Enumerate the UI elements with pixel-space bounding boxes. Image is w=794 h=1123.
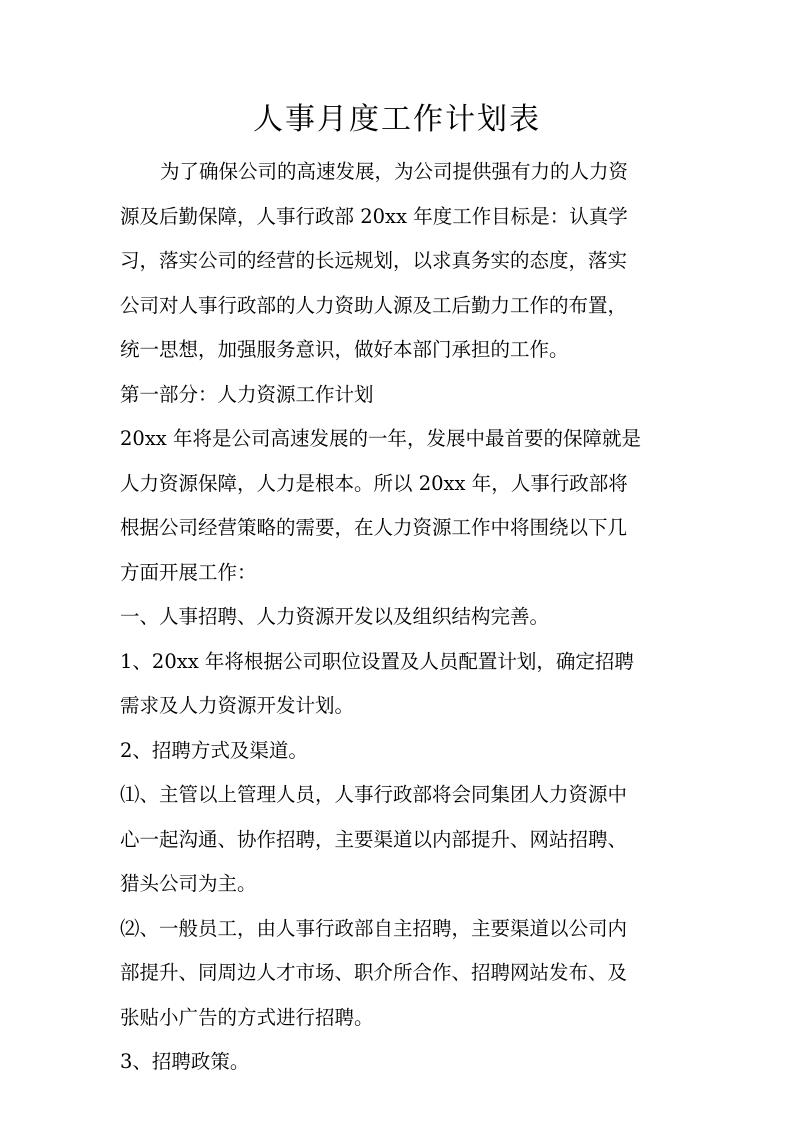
document-title: 人事月度工作计划表 [253,102,541,137]
list-item-line: 3、招聘政策。 [120,1050,250,1073]
paragraph-line: 人力资源保障，人力是根本。所以 20xx 年，人事行政部将 [120,471,628,495]
section-heading: 第一部分：人力资源工作计划 [120,382,374,406]
list-item-line: 1、20xx 年将根据公司职位设置及人员配置计划，确定招聘 [120,649,634,673]
paragraph-line: 源及后勤保障，人事行政部 20xx 年度工作目标是：认真学 [120,204,628,228]
paragraph-line: 20xx 年将是公司高速发展的一年，发展中最首要的保障就是 [120,427,642,450]
list-item-line: 张贴小广告的方式进行招聘。 [120,1005,374,1029]
document-body [120,150,680,1085]
paragraph-line: 为了确保公司的高速发展，为公司提供强有力的人力资 [160,160,629,183]
list-item-line: 心一起沟通、协作招聘，主要渠道以内部提升、网站招聘、 [120,827,628,851]
list-item-line: ⑵、一般员工，由人事行政部自主招聘，主要渠道以公司内 [120,916,628,940]
list-item-line: ⑴、主管以上管理人员，人事行政部将会同集团人力资源中 [120,783,628,806]
paragraph-line: 习，落实公司的经营的长远规划，以求真务实的态度，落实 [120,249,628,272]
subsection-heading: 一、人事招聘、人力资源开发以及组织结构完善。 [120,605,550,628]
paragraph-line: 根据公司经营策略的需要，在人力资源工作中将围绕以下几 [120,516,628,539]
list-item-line: 需求及人力资源开发计划。 [120,694,355,717]
paragraph-line: 统一思想，加强服务意识，做好本部门承担的工作。 [120,338,569,361]
paragraph-line: 公司对人事行政部的人力资助人源及工后勤力工作的布置， [120,293,628,317]
paragraph-line: 方面开展工作： [120,560,257,584]
list-item-line: 2、招聘方式及渠道。 [120,738,308,762]
list-item-line: 部提升、同周边人才市场、职介所合作、招聘网站发布、及 [120,961,628,984]
list-item-line: 猎头公司为主。 [120,872,257,895]
